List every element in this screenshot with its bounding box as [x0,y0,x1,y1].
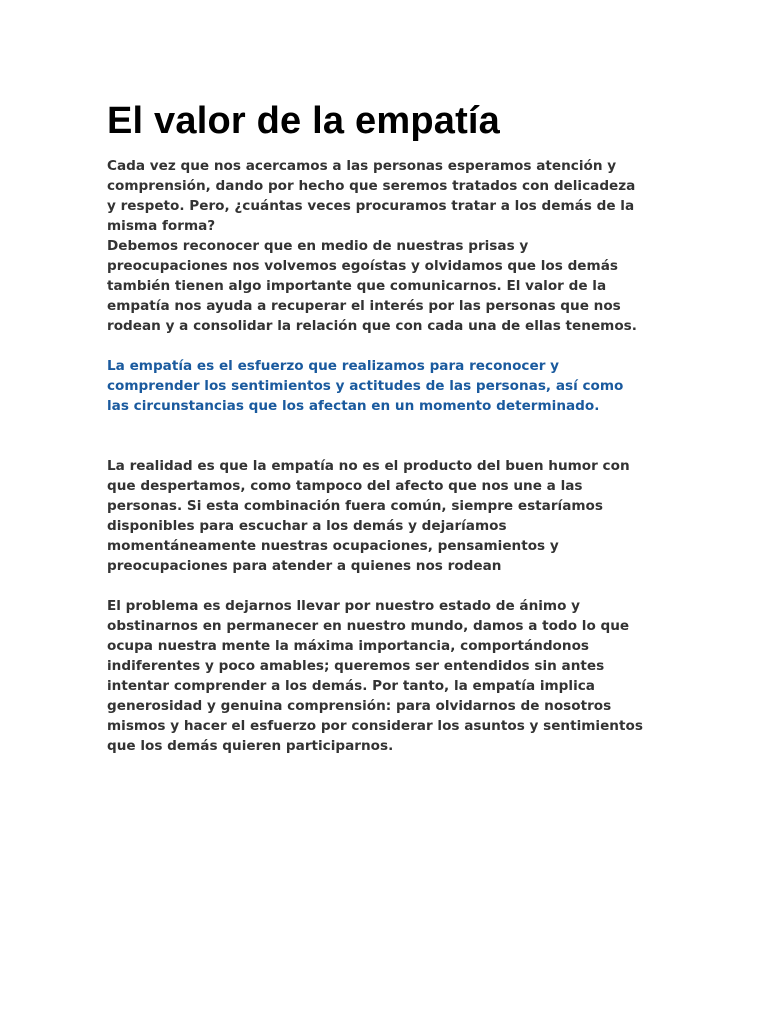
paragraph-line: preocupaciones nos volvemos egoístas y olvidamos que los demás [107,258,618,274]
paragraph-line: preocupaciones para atender a quienes nos rodean [107,558,502,574]
paragraph-problem [107,596,667,756]
paragraph-line: Cada vez que nos acercamos a las personas esperamos atención y [107,158,617,174]
paragraph-line: misma forma? [107,218,216,234]
paragraph-definition-highlight [107,356,667,416]
paragraph-line: La empatía es el esfuerzo que realizamos para reconocer y [107,358,559,374]
paragraph-line: que despertamos, como tampoco del afecto que nos une a las [107,478,583,494]
paragraph-line: que los demás quieren participarnos. [107,738,394,754]
document-page [107,98,667,756]
paragraph-reality [107,456,667,576]
paragraph-line: Debemos reconocer que en medio de nuestras prisas y [107,238,529,254]
paragraph-line: generosidad y genuina comprensión: para olvidarnos de nosotros [107,698,612,714]
paragraph-intro [107,156,667,336]
paragraph-line: rodean y a consolidar la relación que con cada una de ellas tenemos. [107,318,637,334]
paragraph-line: ocupa nuestra mente la máxima importancia, comportándonos [107,638,589,654]
paragraph-line: mismos y hacer el esfuerzo por considerar los asuntos y sentimientos [107,718,643,734]
paragraph-line: personas. Si esta combinación fuera común, siempre estaríamos [107,498,603,514]
paragraph-line: también tienen algo importante que comunicarnos. El valor de la [107,278,607,294]
paragraph-line: empatía nos ayuda a recuperar el interés por las personas que nos [107,298,621,314]
paragraph-line: comprender los sentimientos y actitudes de las personas, así como [107,378,624,394]
paragraph-line: momentáneamente nuestras ocupaciones, pensamientos y [107,538,559,554]
document-title: El valor de la empatía [107,100,501,142]
paragraph-line: obstinarnos en permanecer en nuestro mundo, damos a todo lo que [107,618,630,634]
paragraph-line: las circunstancias que los afectan en un momento determinado. [107,398,600,414]
paragraph-line: comprensión, dando por hecho que seremos tratados con delicadeza [107,178,636,194]
paragraph-line: intentar comprender a los demás. Por tanto, la empatía implica [107,678,595,694]
paragraph-line: indiferentes y poco amables; queremos ser entendidos sin antes [107,658,605,674]
paragraph-line: y respeto. Pero, ¿cuántas veces procuramos tratar a los demás de la [107,198,635,214]
paragraph-line: disponibles para escuchar a los demás y dejaríamos [107,518,507,534]
paragraph-line: La realidad es que la empatía no es el producto del buen humor con [107,458,630,474]
paragraph-line: El problema es dejarnos llevar por nuestro estado de ánimo y [107,598,581,614]
